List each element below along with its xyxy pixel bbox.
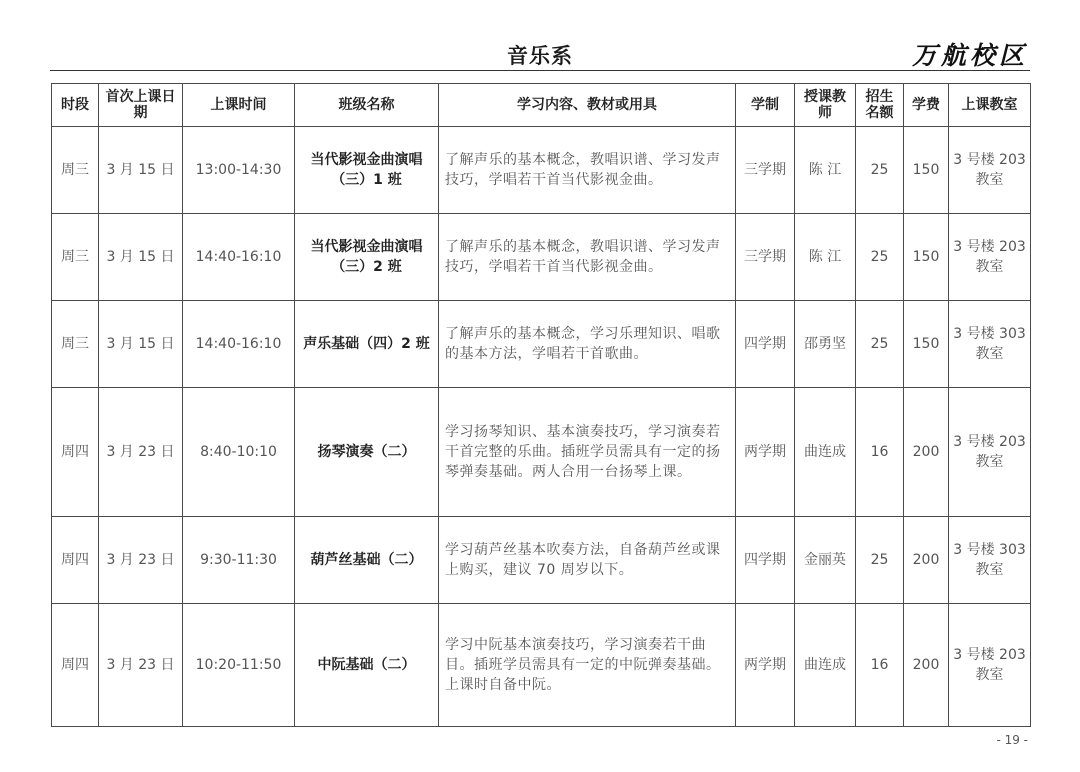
class-name-cell: 扬琴演奏（二） [295,388,439,517]
first-date-cell: 3 月 15 日 [99,127,183,214]
table-row [52,214,1031,301]
teacher-cell: 曲连成 [795,388,856,517]
fee-cell: 200 [904,604,949,727]
column-header: 上课时间 [183,84,295,127]
campus-name: 万航校区 [911,41,1028,70]
column-header: 班级名称 [295,84,439,127]
content-cell: 了解声乐的基本概念，教唱识谱、学习发声技巧，学唱若干首当代影视金曲。 [439,214,736,301]
class-name-cell: 当代影视金曲演唱（三）1 班 [295,127,439,214]
room-cell: 3 号楼 203 教室 [949,388,1031,517]
column-header: 授课教师 [795,84,856,127]
table-row [52,388,1031,517]
fee-cell: 150 [904,301,949,388]
page-title: 音乐系 [507,44,573,68]
term-cell: 两学期 [736,388,795,517]
class-name-cell: 中阮基础（二） [295,604,439,727]
time-cell: 9:30-11:30 [183,517,295,604]
teacher-cell: 陈 江 [795,214,856,301]
header-divider [50,70,1030,71]
term-cell: 两学期 [736,604,795,727]
column-header: 首次上课日期 [99,84,183,127]
term-cell: 三学期 [736,214,795,301]
table-row [52,517,1031,604]
period-cell: 周四 [52,517,99,604]
column-header: 学费 [904,84,949,127]
content-cell: 学习中阮基本演奏技巧，学习演奏若干曲目。插班学员需具有一定的中阮弹奏基础。上课时自备中阮。 [439,604,736,727]
time-cell: 14:40-16:10 [183,301,295,388]
period-cell: 周三 [52,214,99,301]
column-header: 学习内容、教材或用具 [439,84,736,127]
column-header: 时段 [52,84,99,127]
schedule-table [51,83,1031,727]
period-cell: 周三 [52,301,99,388]
first-date-cell: 3 月 23 日 [99,517,183,604]
term-cell: 三学期 [736,127,795,214]
teacher-cell: 金丽英 [795,517,856,604]
fee-cell: 200 [904,388,949,517]
room-cell: 3 号楼 203 教室 [949,127,1031,214]
quota-cell: 25 [856,127,904,214]
class-name-cell: 声乐基础（四）2 班 [295,301,439,388]
quota-cell: 25 [856,214,904,301]
content-cell: 了解声乐的基本概念，学习乐理知识、唱歌的基本方法，学唱若干首歌曲。 [439,301,736,388]
column-header: 上课教室 [949,84,1031,127]
table-row [52,127,1031,214]
period-cell: 周四 [52,388,99,517]
term-cell: 四学期 [736,301,795,388]
column-header: 招生名额 [856,84,904,127]
fee-cell: 150 [904,127,949,214]
quota-cell: 25 [856,517,904,604]
first-date-cell: 3 月 23 日 [99,388,183,517]
table-row [52,301,1031,388]
content-cell: 学习扬琴知识、基本演奏技巧，学习演奏若干首完整的乐曲。插班学员需具有一定的扬琴弹奏基础。两人合用一台扬琴上课。 [439,388,736,517]
quota-cell: 16 [856,604,904,727]
room-cell: 3 号楼 303 教室 [949,301,1031,388]
room-cell: 3 号楼 203 教室 [949,604,1031,727]
fee-cell: 150 [904,214,949,301]
first-date-cell: 3 月 15 日 [99,214,183,301]
teacher-cell: 邵勇坚 [795,301,856,388]
content-cell: 学习葫芦丝基本吹奏方法，自备葫芦丝或课上购买，建议 70 周岁以下。 [439,517,736,604]
period-cell: 周三 [52,127,99,214]
time-cell: 8:40-10:10 [183,388,295,517]
class-name-cell: 当代影视金曲演唱（三）2 班 [295,214,439,301]
first-date-cell: 3 月 15 日 [99,301,183,388]
period-cell: 周四 [52,604,99,727]
time-cell: 14:40-16:10 [183,214,295,301]
term-cell: 四学期 [736,517,795,604]
teacher-cell: 曲连成 [795,604,856,727]
quota-cell: 25 [856,301,904,388]
column-header: 学制 [736,84,795,127]
room-cell: 3 号楼 203 教室 [949,214,1031,301]
fee-cell: 200 [904,517,949,604]
teacher-cell: 陈 江 [795,127,856,214]
content-cell: 了解声乐的基本概念，教唱识谱、学习发声技巧，学唱若干首当代影视金曲。 [439,127,736,214]
quota-cell: 16 [856,388,904,517]
first-date-cell: 3 月 23 日 [99,604,183,727]
table-row [52,604,1031,727]
table-header-row [52,84,1031,127]
class-name-cell: 葫芦丝基础（二） [295,517,439,604]
time-cell: 13:00-14:30 [183,127,295,214]
time-cell: 10:20-11:50 [183,604,295,727]
page-number: - 19 - [996,733,1028,747]
room-cell: 3 号楼 303 教室 [949,517,1031,604]
